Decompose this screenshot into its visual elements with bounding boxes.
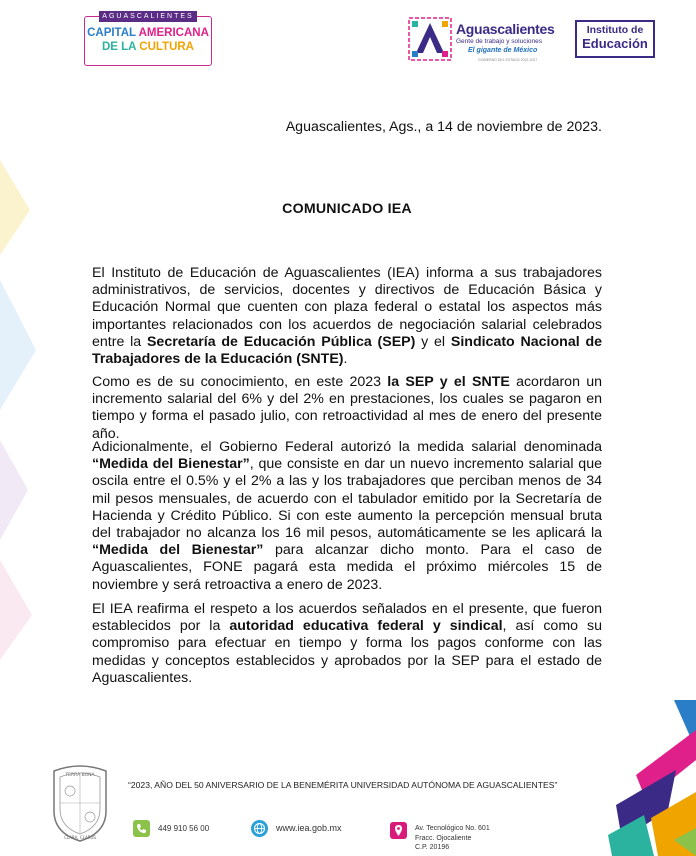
sep-snte-emphasis: la SEP y el SNTE	[387, 374, 510, 390]
paragraph-1: El Instituto de Educación de Aguascalientes (IEA) informa a sus trabajadores administrativos, de servicios, docentes y directivos de Educación Básica y Educación Normal que cuenten con plaza federal o estatal los aspectos más importantes relacionados con los acuerdos de negociación salarial celebrados entre la Secretaría de Educación Pública (SEP) y el Sindicato Nacional de Trabajadores de la Educación (SNTE).	[92, 265, 602, 368]
svg-text:CLARA, CLARUS: CLARA, CLARUS	[64, 835, 96, 840]
paragraph-4: El IEA reafirma el respeto a los acuerdos señalados en el presente, que fueron establecidos por la autoridad educativa federal y sindical, así como su compromiso para efectuar en tiempo y forma los pagos conforme con las medidas y conceptos establecidos y aprobados por la SEP para el estado de Aguascalientes.	[92, 601, 602, 686]
footer-motto: “2023, AÑO DEL 50 ANIVERSARIO DE LA BENEMÉRITA UNIVERSIDAD AUTÓNOMA DE AGUASCALIENTES”	[128, 780, 558, 790]
aguascalientes-state-logo	[408, 15, 568, 67]
autoridad-emphasis: autoridad educativa federal y sindical	[229, 618, 503, 635]
state-logo-tagline: El gigante de México	[468, 47, 538, 54]
address-text: Av. Tecnológico No. 601 Fracc. Ojocaliente C.P. 20196	[415, 825, 490, 851]
footer-address	[390, 820, 510, 851]
state-coat-of-arms-seal	[44, 763, 116, 843]
sep-name: Secretaría de Educación Pública (SEP)	[146, 333, 416, 350]
capital-logo-top: AGUASCALIENTES	[99, 11, 197, 22]
capital-americana-logo	[84, 13, 212, 66]
state-logo-name: Aguascalientes	[456, 21, 555, 37]
state-logo-admin: GOBIERNO DEL ESTADO 2022-2027	[478, 58, 538, 62]
paragraph-3: Adicionalmente, el Gobierno Federal autorizó la medida salarial denominada “Medida del Bienestar”, que consiste en dar un nuevo incremento salarial que oscila entre el 0.5% y el 2% a las y los trabajadores que perciban menos de 34 mil pesos mensuales, de acuerdo con el tabulador emitido por la Secretaría de Hacienda y Crédito Público. Si con este aumento la percepción mensual bruta del trabajador no alcanza los 16 mil pesos, automáticamente se les aplicará la “Medida del Bienestar” para alcanzar dicho monto. Para el caso de Aguascalientes, FONE pagará esta medida el próximo miércoles 15 de noviembre y será retroactiva a enero de 2023.	[92, 439, 603, 593]
capital-logo-word-capital: CAPITAL	[87, 27, 139, 39]
document-date: Aguascalientes, Ags., a 14 de noviembre de 2023.	[285, 119, 602, 135]
iea-logo-line1: Instituto de	[586, 24, 644, 36]
capital-logo-word-americana: AMERICANA	[138, 27, 209, 39]
footer-website[interactable]	[251, 820, 361, 842]
document-title: COMUNICADO IEA	[282, 201, 412, 217]
state-logo-slogan: Gente de trabajo y soluciones	[456, 38, 542, 45]
footer-phone	[133, 820, 233, 842]
phone-number: 449 910 56 00	[158, 824, 210, 833]
bottom-right-decoration	[596, 700, 696, 856]
medida-bienestar-emphasis: “Medida del Bienestar”	[92, 456, 250, 473]
left-decoration	[0, 160, 40, 660]
medida-bienestar-emphasis-2: “Medida del Bienestar”	[92, 542, 264, 559]
iea-logo-line2: Educación	[582, 36, 648, 51]
location-pin-icon	[390, 822, 407, 839]
globe-icon	[251, 820, 268, 837]
paragraph-2: Como es de su conocimiento, en este 2023 la SEP y el SNTE acordaron un incremento salarial del 6% y del 2% en prestaciones, los cuales se pagaron en tiempo y forma el pasado julio, con retroactividad al mes de enero del presente año.	[92, 374, 602, 442]
iea-logo	[575, 20, 655, 58]
capital-logo-word-cultura: CULTURA	[139, 41, 194, 53]
state-mark-icon	[408, 17, 452, 61]
snte-name: Sindicato Nacional de Trabajadores de la Educación (SNTE)	[92, 333, 602, 368]
phone-icon	[133, 820, 150, 837]
website-link[interactable]: www.iea.gob.mx	[276, 823, 342, 833]
svg-text:TERRA BONA: TERRA BONA	[65, 773, 95, 778]
capital-logo-word-dela: DE LA	[101, 41, 140, 53]
